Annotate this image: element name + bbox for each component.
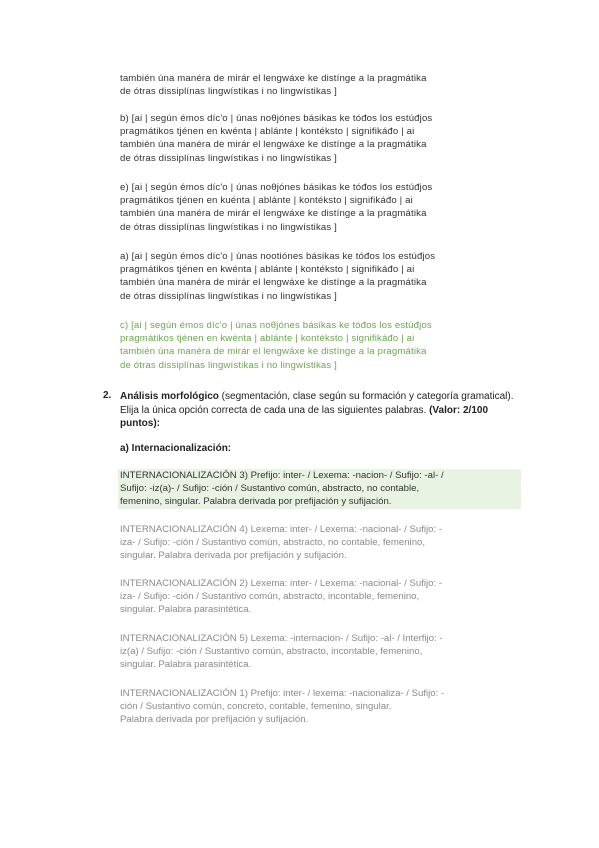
option-continuation	[120, 72, 515, 98]
text-line: también úna manéra de mirár el lengwáxe ke distínge a la pragmátika	[120, 346, 427, 358]
text-line: pragmátikos tjénen en kwénta | ablánte | kontéksto | signifikáđo | ai	[120, 126, 415, 138]
answer-option-1[interactable]	[120, 687, 515, 727]
text-line: también úna manéra de mirár el lengwáxe ke distínge a la pragmátika	[120, 139, 427, 151]
answer-option-3-correct[interactable]	[118, 469, 521, 509]
text-line: INTERNACIONALIZACIÓN 5) Lexema: -internacion- / Sufijo: -al- / Interfijo: -	[120, 633, 443, 644]
option-b[interactable]	[120, 112, 515, 165]
question-number: 2.	[103, 390, 112, 401]
text-line: a) [ai | según émos díc'o | únas nootiónes básikas ke tóđos los estúđjos	[120, 251, 436, 262]
text-line: Sufijo: -iz(a)- / Sufijo: -ción / Sustantivo común, abstracto, no contable,	[120, 483, 420, 495]
question-value: (Valor: 2/100 puntos):	[120, 404, 489, 429]
text-line: iza- / Sufijo: -ción / Sustantivo común, abstracto, no contable, femenino,	[120, 537, 426, 549]
text-line: pragmátikos tjénen en kwénta | ablánte | kontéksto | signifikáđo | ai	[120, 333, 415, 345]
text-line: de ótras dissiplínas lingwístikas i no lingwístikas ]	[120, 86, 337, 98]
option-c-correct[interactable]	[120, 319, 515, 372]
text-line: c) [ai | según émos díc'o | únas noθjónes básikas ke tóđos los estúđjos	[120, 320, 432, 331]
text-line: de ótras dissiplínas lingwístikas i no lingwístikas ]	[120, 152, 337, 164]
text-line: de ótras dissiplínas lingwístikas i no lingwístikas ]	[120, 221, 337, 233]
text-line: singular. Palabra derivada por prefijación y sufijación.	[120, 550, 347, 562]
text-line: e) [ai | según émos díc'o | únas noθjónes básikas ke tóđos los estúđjos	[120, 182, 433, 193]
text-line: pragmátikos tjénen en kuénta | ablánte | kontéksto | signifikáđo | ai	[120, 195, 413, 207]
answer-option-2[interactable]	[120, 577, 515, 617]
text-line: iza- / Sufijo: -ción / Sustantivo común, abstracto, incontable, femenino,	[120, 591, 420, 603]
text-line: INTERNACIONALIZACIÓN 1) Prefijo: inter- / lexema: -nacionaliza- / Sufijo: -	[120, 688, 445, 699]
text-line: pragmátikos tjénen en kwénta | ablánte | kontéksto | signifikáđo | ai	[120, 264, 415, 276]
text-line: también úna manéra de mirár el lengwáxe ke distínge a la pragmátika	[120, 73, 427, 84]
option-e[interactable]	[120, 181, 515, 234]
text-line: ción / Sustantivo común, concreto, contable, femenino, singular.	[120, 701, 392, 713]
text-line: INTERNACIONALIZACIÓN 4) Lexema: inter- / Lexema: -nacional- / Sufijo: -	[120, 524, 443, 535]
subquestion-heading: a) Internacionalización:	[120, 443, 232, 454]
answer-option-5[interactable]	[120, 632, 515, 672]
text-line: femenino, singular. Palabra derivada por prefijación y sufijación.	[120, 496, 392, 508]
text-line: singular. Palabra parasintética.	[120, 604, 252, 616]
text-line: de ótras dissiplínas lingwístikas i no lingwístikas ]	[120, 290, 337, 302]
text-line: Palabra derivada por prefijación y sufijación.	[120, 714, 309, 726]
text-line: de ótras dissiplínas lingwístikas i no lingwístikas ]	[120, 359, 337, 371]
answer-option-4[interactable]	[120, 523, 515, 563]
question-prompt	[120, 390, 520, 431]
text-line: singular. Palabra parasintética.	[120, 659, 252, 671]
text-line: también úna manéra de mirár el lengwáxe ke distínge a la pragmátika	[120, 277, 427, 289]
text-line: b) [ai | según émos díc'o | únas noθjónes básikas ke tóđos los estúđjos	[120, 113, 433, 124]
option-a[interactable]	[120, 250, 515, 303]
text-line: también úna manéra de mirár el lengwáxe ke distínge a la pragmátika	[120, 208, 427, 220]
text-line: iz(a) / Sufijo: -ción / Sustantivo común, abstracto, incontable, femenino,	[120, 646, 423, 658]
question-title: Análisis morfológico	[120, 391, 219, 402]
question-text: (segmentación, clase según su formación y categoría gramatical). Elija la única opción correcta de cada una de las siguientes palabras.	[120, 391, 514, 416]
text-line: INTERNACIONALIZACIÓN 3) Prefijo: inter- / Lexema: -nacion- / Sufijo: -al- /	[120, 470, 444, 481]
text-line: INTERNACIONALIZACIÓN 2) Lexema: inter- / Lexema: -nacional- / Sufijo: -	[120, 578, 443, 589]
